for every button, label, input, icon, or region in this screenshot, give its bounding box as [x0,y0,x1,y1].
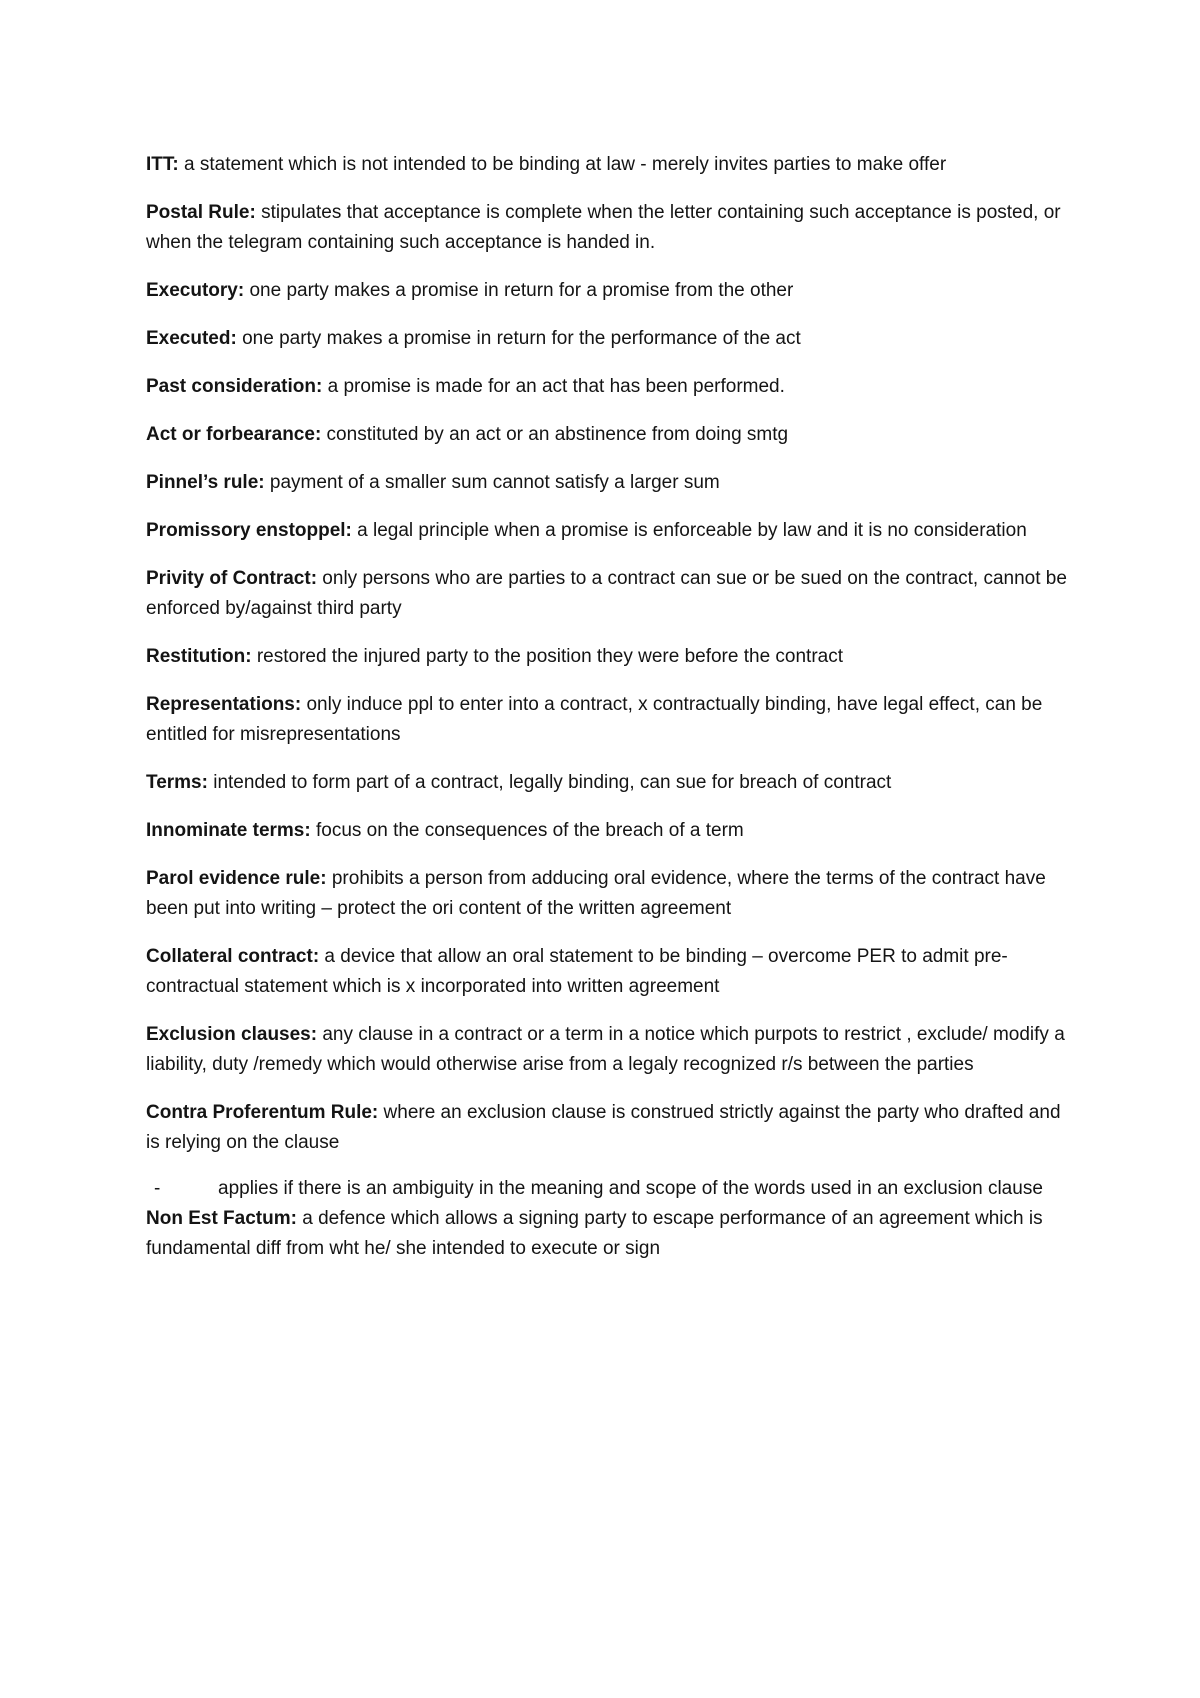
definition-term: Parol evidence rule: [146,868,327,889]
definition-text: a defence which allows a signing party to escape performance of an agreement which is fundamental diff from wht he/ she intended to execute or sign [146,1208,1043,1259]
definition-non-est-factum [146,1204,1076,1264]
definition-term: Promissory enstoppel: [146,520,352,541]
definition-text: constituted by an act or an abstinence from doing smtg [321,424,789,445]
definition-privity-of-contract [146,564,1076,624]
definition-act-or-forbearance [146,420,1076,450]
definition-term: Postal Rule: [146,202,256,223]
definition-text: a promise is made for an act that has been performed. [322,376,785,397]
definition-past-consideration [146,372,1076,402]
definition-restitution [146,642,1076,672]
definition-pinnels-rule [146,468,1076,498]
definition-itt [146,150,1076,180]
definition-executed [146,324,1076,354]
definition-term: Exclusion clauses: [146,1024,318,1045]
definition-term: Terms: [146,772,208,793]
definition-term: Non Est Factum: [146,1208,297,1229]
definition-collateral-contract [146,942,1076,1002]
definition-text: only induce ppl to enter into a contract, x contractually binding, have legal effect, can be entitled for misrepresentations [146,694,1043,745]
definition-text: focus on the consequences of the breach of a term [310,820,744,841]
definition-exclusion-clauses [146,1020,1076,1080]
definition-term: Past consideration: [146,376,323,397]
definition-term: ITT: [146,154,179,175]
definition-text: restored the injured party to the position they were before the contract [251,646,843,667]
definition-text: one party makes a promise in return for the performance of the act [236,328,801,349]
bullet-item [146,1176,1076,1202]
bullet-dash: - [154,1178,161,1199]
definition-term: Executory: [146,280,245,301]
definition-term: Privity of Contract: [146,568,318,589]
definition-text: stipulates that acceptance is complete when the letter containing such acceptance is posted, or when the telegram containing such acceptance is handed in. [146,202,1061,253]
definition-term: Act or forbearance: [146,424,322,445]
definition-term: Pinnel’s rule: [146,472,265,493]
definitions-list [146,150,1076,1266]
definition-term: Contra Proferentum Rule: [146,1102,379,1123]
definition-text: a device that allow an oral statement to be binding – overcome PER to admit pre-contractual statement which is x incorporated into written agreement [146,946,1008,997]
definition-contra-proferentum-rule [146,1098,1076,1158]
definition-text: where an exclusion clause is construed strictly against the party who drafted and is relying on the clause [146,1102,1061,1153]
definition-innominate-terms [146,816,1076,846]
definition-text: only persons who are parties to a contract can sue or be sued on the contract, cannot be enforced by/against third party [146,568,1067,619]
bullet-text: applies if there is an ambiguity in the meaning and scope of the words used in an exclusion clause [218,1178,1043,1199]
definition-term: Representations: [146,694,302,715]
definition-text: a statement which is not intended to be binding at law - merely invites parties to make offer [178,154,947,175]
definition-terms [146,768,1076,798]
definition-parol-evidence-rule [146,864,1076,924]
definition-postal-rule [146,198,1076,258]
definition-text: intended to form part of a contract, legally binding, can sue for breach of contract [207,772,892,793]
definition-promissory-enstoppel [146,516,1076,546]
definition-term: Innominate terms: [146,820,311,841]
definition-text: prohibits a person from adducing oral evidence, where the terms of the contract have been put into writing – protect the ori content of the written agreement [146,868,1046,919]
definition-representations [146,690,1076,750]
definition-term: Executed: [146,328,237,349]
definition-text: payment of a smaller sum cannot satisfy a larger sum [264,472,720,493]
definition-term: Collateral contract: [146,946,320,967]
definition-text: one party makes a promise in return for a promise from the other [244,280,794,301]
definition-executory [146,276,1076,306]
definition-term: Restitution: [146,646,252,667]
definition-text: a legal principle when a promise is enforceable by law and it is no consideration [351,520,1027,541]
definition-text: any clause in a contract or a term in a notice which purpots to restrict , exclude/ modify a liability, duty /remedy which would otherwise arise from a legaly recognized r/s between the parties [146,1024,1065,1075]
